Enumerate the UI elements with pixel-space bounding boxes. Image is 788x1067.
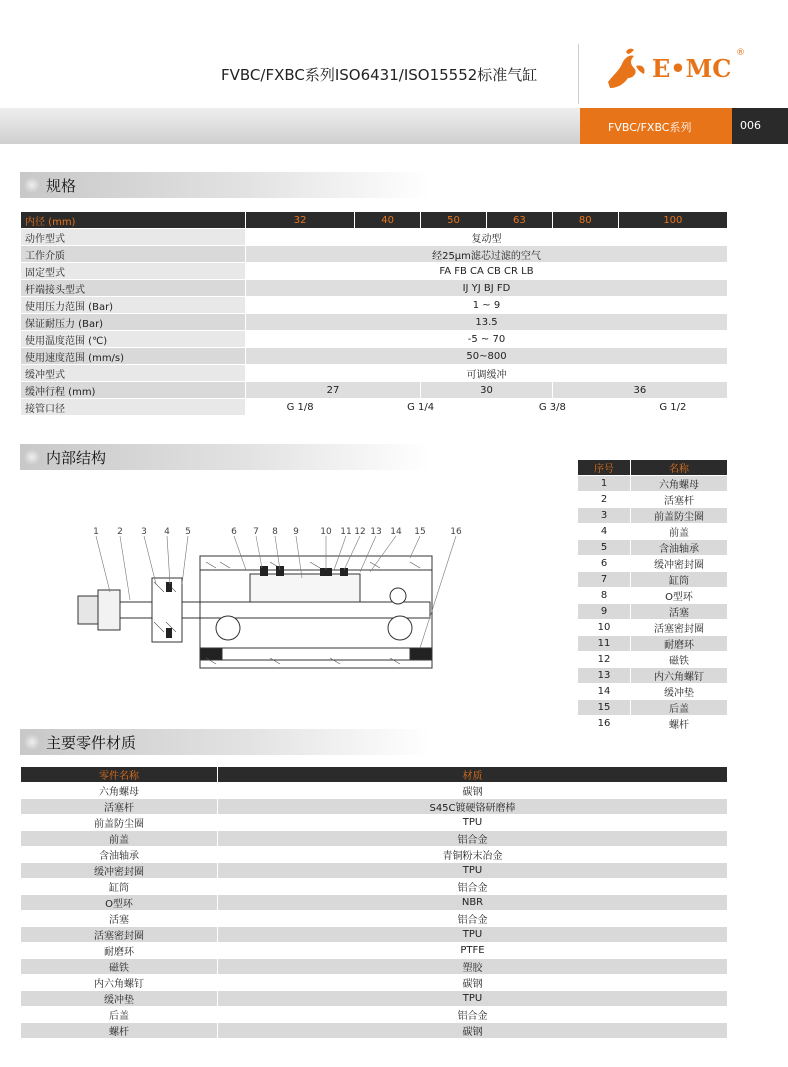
spec-label: 固定型式: [21, 263, 246, 280]
spec-row: [21, 263, 728, 280]
materials-row: [21, 783, 728, 799]
materials-row: [21, 879, 728, 895]
material-value: S45C镀硬铬研磨棒: [218, 799, 728, 815]
spec-value: 经25μm滤芯过滤的空气: [246, 246, 728, 263]
parts-no: 11: [578, 636, 631, 652]
spec-label: 缓冲行程 (mm): [21, 382, 246, 399]
parts-name: 活塞密封圈: [631, 620, 728, 636]
parts-no: 4: [578, 524, 631, 540]
diagram-label: 9: [293, 527, 299, 537]
materials-row: [21, 991, 728, 1007]
material-part: 活塞: [21, 911, 218, 927]
material-value: 铝合金: [218, 879, 728, 895]
parts-row: [578, 668, 728, 684]
parts-no: 3: [578, 508, 631, 524]
materials-row: [21, 975, 728, 991]
spec-header-cell: 内径 (mm): [21, 212, 246, 229]
diagram-label: 10: [320, 527, 332, 537]
spec-header-row: [21, 212, 728, 229]
parts-name: 前盖: [631, 524, 728, 540]
materials-header-cell: 材质: [218, 767, 728, 783]
parts-no: 12: [578, 652, 631, 668]
material-value: TPU: [218, 863, 728, 879]
parts-no: 15: [578, 700, 631, 716]
material-part: 活塞密封圈: [21, 927, 218, 943]
spec-value: G 1/2: [618, 399, 727, 416]
parts-no: 5: [578, 540, 631, 556]
registered-mark: ®: [736, 48, 745, 58]
spec-row: [21, 348, 728, 365]
spec-header-cell: 63: [486, 212, 552, 229]
materials-row: [21, 1023, 728, 1039]
spec-value: 可调缓冲: [246, 365, 728, 382]
material-value: 铝合金: [218, 911, 728, 927]
parts-row: [578, 604, 728, 620]
parts-name: O型环: [631, 588, 728, 604]
spec-header-cell: 80: [552, 212, 618, 229]
header-divider: [578, 44, 579, 104]
materials-row: [21, 927, 728, 943]
spec-header-cell: 40: [355, 212, 421, 229]
parts-row: [578, 508, 728, 524]
parts-no: 6: [578, 556, 631, 572]
section-bullet-icon: [24, 734, 40, 750]
diagram-label: 14: [390, 527, 402, 537]
parts-name: 缓冲密封圈: [631, 556, 728, 572]
spec-table: [20, 211, 728, 416]
spec-value: 13.5: [246, 314, 728, 331]
diagram-label: 11: [340, 527, 352, 537]
spec-label: 使用温度范围 (℃): [21, 331, 246, 348]
parts-row: [578, 652, 728, 668]
parts-row: [578, 556, 728, 572]
materials-row: [21, 831, 728, 847]
spec-label: 动作型式: [21, 229, 246, 246]
materials-row: [21, 943, 728, 959]
rider-logo-icon: [600, 44, 650, 94]
parts-no: 10: [578, 620, 631, 636]
diagram-label: 3: [141, 527, 147, 537]
spec-row: [21, 365, 728, 382]
spec-row: [21, 246, 728, 263]
parts-row: [578, 636, 728, 652]
material-part: 磁铁: [21, 959, 218, 975]
spec-label: 杆端接头型式: [21, 280, 246, 297]
material-value: 碳钢: [218, 1023, 728, 1039]
parts-name: 六角螺母: [631, 476, 728, 492]
materials-header-row: [21, 767, 728, 783]
parts-no: 14: [578, 684, 631, 700]
material-part: 耐磨环: [21, 943, 218, 959]
spec-value: 复动型: [246, 229, 728, 246]
spec-label: 使用压力范围 (Bar): [21, 297, 246, 314]
diagram-label: 1: [93, 527, 99, 537]
diagram-label: 8: [272, 527, 278, 537]
section-materials-heading: [20, 729, 430, 755]
logo-text: E•MC: [652, 54, 732, 83]
parts-name: 磁铁: [631, 652, 728, 668]
spec-label: 使用速度范围 (mm/s): [21, 348, 246, 365]
diagram-label: 5: [185, 527, 191, 537]
material-value: TPU: [218, 927, 728, 943]
material-value: 碳钢: [218, 975, 728, 991]
parts-header-row: [578, 460, 728, 476]
spec-row: [21, 314, 728, 331]
page-number: 006: [740, 119, 761, 132]
parts-name: 缓冲垫: [631, 684, 728, 700]
material-value: NBR: [218, 895, 728, 911]
spec-label: 缓冲型式: [21, 365, 246, 382]
spec-value: G 1/4: [355, 399, 487, 416]
section-bullet-icon: [24, 177, 40, 193]
parts-row: [578, 572, 728, 588]
spec-value: 50~800: [246, 348, 728, 365]
spec-value: IJ YJ BJ FD: [246, 280, 728, 297]
parts-name: 活塞: [631, 604, 728, 620]
parts-name: 缸筒: [631, 572, 728, 588]
parts-list-table: [577, 459, 728, 732]
material-value: PTFE: [218, 943, 728, 959]
parts-name: 后盖: [631, 700, 728, 716]
cylinder-cross-section-diagram: [70, 522, 470, 682]
spec-value: G 1/8: [246, 399, 355, 416]
material-part: 内六角螺钉: [21, 975, 218, 991]
parts-row: [578, 524, 728, 540]
section-internal-heading: [20, 444, 430, 470]
spec-value: 27: [246, 382, 421, 399]
material-part: O型环: [21, 895, 218, 911]
material-part: 前盖: [21, 831, 218, 847]
spec-value: G 3/8: [486, 399, 618, 416]
materials-header-cell: 零件名称: [21, 767, 218, 783]
material-part: 螺杆: [21, 1023, 218, 1039]
spec-row: [21, 297, 728, 314]
material-value: TPU: [218, 815, 728, 831]
material-value: 青铜粉末冶金: [218, 847, 728, 863]
diagram-label: 13: [370, 527, 382, 537]
section-materials-title: 主要零件材质: [46, 734, 137, 752]
parts-no: 1: [578, 476, 631, 492]
material-part: 六角螺母: [21, 783, 218, 799]
spec-value: -5 ~ 70: [246, 331, 728, 348]
materials-row: [21, 895, 728, 911]
material-value: 塑胶: [218, 959, 728, 975]
diagram-label: 4: [164, 527, 170, 537]
materials-table: [20, 766, 728, 1039]
material-part: 缓冲垫: [21, 991, 218, 1007]
parts-header-cell: 序号: [578, 460, 631, 476]
materials-row: [21, 863, 728, 879]
materials-row: [21, 911, 728, 927]
materials-row: [21, 959, 728, 975]
page-title: FVBC/FXBC系列ISO6431/ISO15552标准气缸: [221, 66, 538, 84]
material-value: TPU: [218, 991, 728, 1007]
material-value: 碳钢: [218, 783, 728, 799]
parts-row: [578, 588, 728, 604]
materials-row: [21, 847, 728, 863]
parts-no: 13: [578, 668, 631, 684]
material-part: 缓冲密封圈: [21, 863, 218, 879]
diagram-label: 7: [253, 527, 259, 537]
parts-name: 内六角螺钉: [631, 668, 728, 684]
spec-header-cell: 32: [246, 212, 355, 229]
material-part: 后盖: [21, 1007, 218, 1023]
section-spec-title: 规格: [46, 177, 77, 195]
parts-row: [578, 476, 728, 492]
section-bullet-icon: [24, 449, 40, 465]
materials-row: [21, 799, 728, 815]
material-part: 含油轴承: [21, 847, 218, 863]
series-tag: FVBC/FXBC系列: [608, 121, 692, 134]
parts-row: [578, 540, 728, 556]
parts-no: 8: [578, 588, 631, 604]
spec-value: 36: [552, 382, 727, 399]
parts-header-cell: 名称: [631, 460, 728, 476]
spec-row-port: [21, 399, 728, 416]
parts-no: 7: [578, 572, 631, 588]
diagram-label: 16: [450, 527, 462, 537]
section-internal-title: 内部结构: [46, 449, 107, 467]
diagram-label: 2: [117, 527, 123, 537]
parts-row: [578, 620, 728, 636]
parts-no: 16: [578, 716, 631, 732]
parts-row: [578, 492, 728, 508]
spec-row: [21, 331, 728, 348]
material-value: 铝合金: [218, 1007, 728, 1023]
spec-label: 工作介质: [21, 246, 246, 263]
parts-no: 2: [578, 492, 631, 508]
spec-label: 保证耐压力 (Bar): [21, 314, 246, 331]
spec-row: [21, 229, 728, 246]
brand-logo: [600, 44, 750, 94]
material-part: 活塞杆: [21, 799, 218, 815]
spec-value: FA FB CA CB CR LB: [246, 263, 728, 280]
parts-row: [578, 700, 728, 716]
material-part: 前盖防尘圈: [21, 815, 218, 831]
spec-value: 1 ~ 9: [246, 297, 728, 314]
parts-name: 前盖防尘圈: [631, 508, 728, 524]
parts-name: 活塞杆: [631, 492, 728, 508]
parts-row: [578, 684, 728, 700]
parts-name: 螺杆: [631, 716, 728, 732]
materials-row: [21, 815, 728, 831]
diagram-label: 15: [414, 527, 426, 537]
parts-name: 含油轴承: [631, 540, 728, 556]
parts-name: 耐磨环: [631, 636, 728, 652]
spec-header-cell: 100: [618, 212, 727, 229]
parts-no: 9: [578, 604, 631, 620]
diagram-label: 12: [354, 527, 366, 537]
material-part: 缸筒: [21, 879, 218, 895]
parts-row: [578, 716, 728, 732]
spec-header-cell: 50: [421, 212, 487, 229]
diagram-label: 6: [231, 527, 237, 537]
spec-row-stroke: [21, 382, 728, 399]
material-value: 铝合金: [218, 831, 728, 847]
section-spec-heading: [20, 172, 430, 198]
spec-row: [21, 280, 728, 297]
spec-value: 30: [421, 382, 553, 399]
materials-row: [21, 1007, 728, 1023]
spec-label: 接管口径: [21, 399, 246, 416]
